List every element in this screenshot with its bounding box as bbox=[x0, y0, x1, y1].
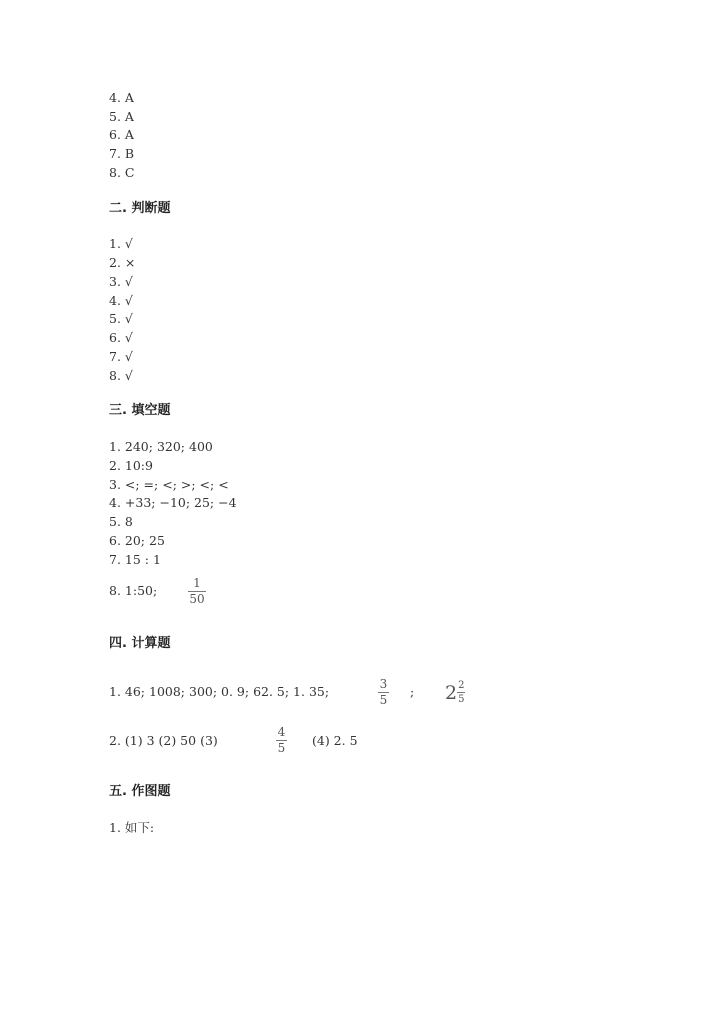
section-title-drawing: 五. 作图题 bbox=[109, 784, 171, 799]
answer-line: 4. A bbox=[109, 90, 134, 105]
answer-line: 5. √ bbox=[109, 311, 133, 326]
answer-line: 5. A bbox=[109, 109, 134, 124]
answer-line: 7. B bbox=[109, 146, 135, 161]
answer-line: 2. (1) 3 (2) 50 (3) bbox=[109, 733, 218, 748]
fraction-denominator: 50 bbox=[189, 592, 205, 606]
answer-line: 6. √ bbox=[109, 330, 133, 345]
answer-line: 2. × bbox=[109, 255, 136, 270]
answer-line: 2. 10:9 bbox=[109, 458, 153, 473]
answer-line: 8. C bbox=[109, 165, 135, 180]
answer-line: 1. 46; 1008; 300; 0. 9; 62. 5; 1. 35; bbox=[109, 684, 330, 699]
answer-line: 7. 15 : 1 bbox=[109, 552, 161, 567]
mixed-whole: 2 bbox=[445, 681, 458, 704]
answer-line: 8. 1:50; bbox=[109, 583, 158, 598]
section-title-fill-blank: 三. 填空题 bbox=[109, 403, 171, 418]
answer-line: 5. 8 bbox=[109, 514, 133, 529]
answer-line: 6. A bbox=[109, 127, 134, 142]
fraction bbox=[276, 726, 287, 755]
fraction-denominator: 5 bbox=[458, 694, 465, 705]
answer-line: 1. 240; 320; 400 bbox=[109, 439, 213, 454]
fraction-numerator: 2 bbox=[458, 680, 465, 691]
answer-line: 4. √ bbox=[109, 293, 133, 308]
fraction-numerator: 4 bbox=[277, 725, 286, 739]
fraction-denominator: 5 bbox=[277, 741, 286, 755]
fraction-numerator: 1 bbox=[193, 576, 201, 590]
mixed-number bbox=[445, 680, 465, 705]
fraction bbox=[378, 678, 389, 707]
fraction-numerator: 3 bbox=[379, 677, 388, 691]
section-title-judgement: 二. 判断题 bbox=[109, 201, 171, 216]
answer-line: 8. √ bbox=[109, 368, 133, 383]
answer-line: 1. 如下: bbox=[109, 820, 155, 835]
fraction bbox=[457, 680, 465, 705]
answer-line-tail: (4) 2. 5 bbox=[312, 733, 358, 748]
answer-line: 3. <; =; <; >; <; < bbox=[109, 477, 229, 492]
answer-line: 4. +33; −10; 25; −4 bbox=[109, 495, 237, 510]
answer-line: 1. √ bbox=[109, 236, 133, 251]
section-title-calculation: 四. 计算题 bbox=[109, 636, 171, 651]
fraction bbox=[188, 577, 206, 606]
fraction-denominator: 5 bbox=[379, 693, 388, 707]
fraction-bar bbox=[457, 692, 465, 693]
answer-line: 6. 20; 25 bbox=[109, 533, 165, 548]
separator: ; bbox=[410, 684, 415, 699]
answer-line: 3. √ bbox=[109, 274, 133, 289]
answer-line: 7. √ bbox=[109, 349, 133, 364]
